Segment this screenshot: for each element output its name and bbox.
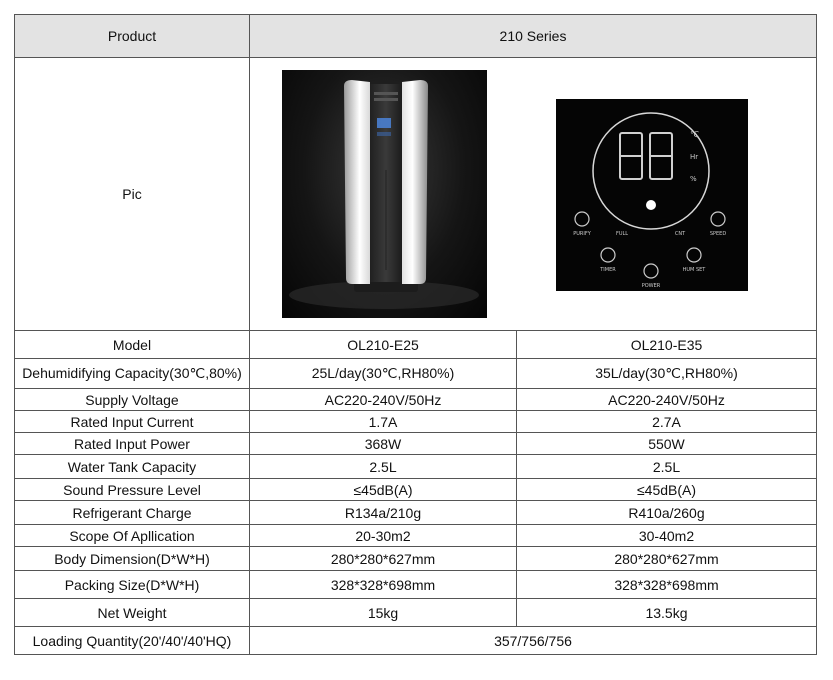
control-panel-svg [556, 99, 748, 291]
row-label: Rated Input Current [15, 411, 250, 433]
row-label: Rated Input Power [15, 433, 250, 455]
value-e25: ≤45dB(A) [250, 479, 517, 501]
full-label: FULL [615, 231, 629, 237]
table-row [15, 501, 817, 525]
value-e35: 280*280*627mm [517, 547, 817, 571]
table-row [15, 455, 817, 479]
value-e35: 30-40m2 [517, 525, 817, 547]
speed-label: SPEED [709, 231, 727, 237]
value-e25: 328*328*698mm [250, 571, 517, 599]
spec-table [14, 14, 817, 655]
row-label: Dehumidifying Capacity(30℃,80%) [15, 359, 250, 389]
product-photo [282, 70, 487, 318]
table-row [15, 525, 817, 547]
row-label: Packing Size(D*W*H) [15, 571, 250, 599]
loading-row [15, 627, 817, 655]
row-label: Body Dimension(D*W*H) [15, 547, 250, 571]
value-e35: 2.5L [517, 455, 817, 479]
value-e25: 1.7A [250, 411, 517, 433]
table-row [15, 571, 817, 599]
pic-cell [250, 58, 817, 331]
value-e35: AC220-240V/50Hz [517, 389, 817, 411]
value-e25: 280*280*627mm [250, 547, 517, 571]
row-label: Scope Of Apllication [15, 525, 250, 547]
unit-hour: Hr [690, 153, 699, 161]
value-e25: AC220-240V/50Hz [250, 389, 517, 411]
value-e35: ≤45dB(A) [517, 479, 817, 501]
table-row [15, 389, 817, 411]
value-e25: OL210-E25 [250, 331, 517, 359]
purify-label: PURIFY [573, 231, 591, 237]
value-e35: 35L/day(30℃,RH80%) [517, 359, 817, 389]
row-label: Supply Voltage [15, 389, 250, 411]
value-e35: 2.7A [517, 411, 817, 433]
table-row [15, 547, 817, 571]
header-row [15, 15, 817, 58]
dehumidifier-image [282, 70, 487, 318]
value-e35: OL210-E35 [517, 331, 817, 359]
row-label: Refrigerant Charge [15, 501, 250, 525]
unit-percent: % [690, 175, 697, 183]
value-e25: 15kg [250, 599, 517, 627]
power-icon[interactable] [644, 264, 658, 278]
table-row [15, 359, 817, 389]
table-row [15, 599, 817, 627]
pic-label: Pic [15, 58, 250, 331]
unit-celsius: ℃ [690, 130, 699, 139]
value-e25: 368W [250, 433, 517, 455]
row-label: Water Tank Capacity [15, 455, 250, 479]
timer-label: TIMER [600, 267, 616, 273]
cnt-label: CNT [674, 231, 686, 237]
table-row [15, 433, 817, 455]
purify-icon[interactable] [575, 212, 589, 226]
value-e25: 2.5L [250, 455, 517, 479]
value-e35: R410a/260g [517, 501, 817, 525]
row-label: Model [15, 331, 250, 359]
header-series: 210 Series [250, 15, 817, 58]
control-panel-image [556, 99, 748, 291]
value-e35: 13.5kg [517, 599, 817, 627]
power-label: POWER [641, 283, 661, 289]
pic-row [15, 58, 817, 331]
value-e25: 20-30m2 [250, 525, 517, 547]
speed-icon[interactable] [711, 212, 725, 226]
loading-value: 357/756/756 [250, 627, 817, 655]
row-label: Sound Pressure Level [15, 479, 250, 501]
hum-set-icon[interactable] [687, 248, 701, 262]
value-e25: 25L/day(30℃,RH80%) [250, 359, 517, 389]
table-row [15, 331, 817, 359]
loading-label: Loading Quantity(20'/40'/40'HQ) [15, 627, 250, 655]
value-e35: 328*328*698mm [517, 571, 817, 599]
value-e25: R134a/210g [250, 501, 517, 525]
hum-set-label: HUM SET [682, 267, 706, 273]
row-label: Net Weight [15, 599, 250, 627]
table-row [15, 411, 817, 433]
table-row [15, 479, 817, 501]
value-e35: 550W [517, 433, 817, 455]
header-product: Product [15, 15, 250, 58]
timer-icon[interactable] [601, 248, 615, 262]
spec-rows [15, 331, 817, 627]
